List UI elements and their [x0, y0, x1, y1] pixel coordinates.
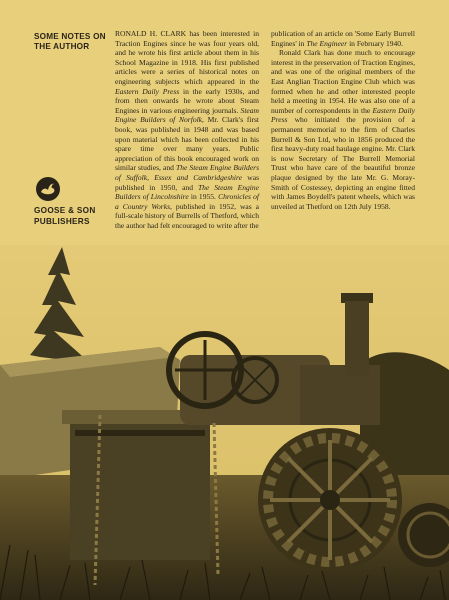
author-notes-column-2	[271, 29, 415, 211]
italic-title: Steam Engine Builders of Norfolk	[115, 105, 259, 125]
italic-title: The Engineer	[306, 38, 348, 48]
heading-line-1: SOME NOTES ON	[34, 32, 106, 41]
paragraph	[271, 48, 415, 211]
text-run: in February 1940.	[347, 38, 403, 48]
text-run: RONALD H. CLARK has been interested in Traction Engines since he was four years old, and he wrote his first article about them in his School Magazine in 1918. His first published articles were a series of historical notes on engineering subjects which appeared in the	[115, 29, 259, 86]
publisher-line-2: PUBLISHERS	[34, 216, 90, 226]
text-run: , published in 1952, was a full-scale history of Burrells of Thetford, which the author had felt encouraged to write after the	[115, 201, 260, 230]
paragraph	[115, 29, 259, 230]
paragraph	[271, 29, 415, 48]
section-heading	[34, 32, 106, 52]
italic-title: The Steam Engine Builders of Lincolnshire	[115, 182, 259, 202]
text-run: in 1955.	[188, 192, 219, 202]
heading-line-2: THE AUTHOR	[34, 42, 90, 51]
text-run: , Mr. Clark's first book, was published in 1948 and was based upon material which has been collected in his spare time over many years. Public appreciation of this book encouraged work on similar studies, and	[115, 115, 259, 173]
text-run: who initiated the provision of a permanent memorial to the firm of Charles Burrell & Son Ltd, who in 1856 produced the first heavy-duty road haulage engine. Mr. Clark is now Secretary of The Burrell Memorial Trust who have care of the beautiful bronze plaque designed by the late Mr. G. Moray-Smith of Costessey, depicting an engine fitted with James Boydell's patent wheels, which was unveiled at Thetford on 12th July 1958.	[271, 115, 415, 211]
italic-title: The Steam Engine Builders of Suffolk, Essex and Cambridgeshire	[115, 163, 259, 182]
text-run: was published in 1950, and	[115, 172, 260, 192]
publisher-name	[34, 206, 114, 227]
publisher-line-1: GOOSE & SON	[34, 206, 96, 215]
traction-engine-photo	[0, 245, 449, 600]
italic-title: Eastern Daily Press	[271, 105, 415, 125]
author-notes-column-1	[115, 29, 259, 230]
goose-logo-icon	[35, 176, 61, 202]
italic-title: Chronicles of a Country Works	[115, 192, 259, 211]
text-run: in the early 1930s, and from then onwards he wrote about Steam Engines in various engineering journals.	[115, 86, 260, 115]
text-run: Ronald Clark has done much to encourage interest in the preservation of Traction Engines, and was one of the original members of the East Anglian Traction Engine Club which was formed when he and other interested people held a meeting in 1954. He was also one of a number of correspondents in the	[271, 48, 415, 115]
text-run: publication of an article on 'Some Early Burrell Engines' in	[271, 29, 415, 48]
italic-title: Eastern Daily Press	[115, 86, 180, 96]
